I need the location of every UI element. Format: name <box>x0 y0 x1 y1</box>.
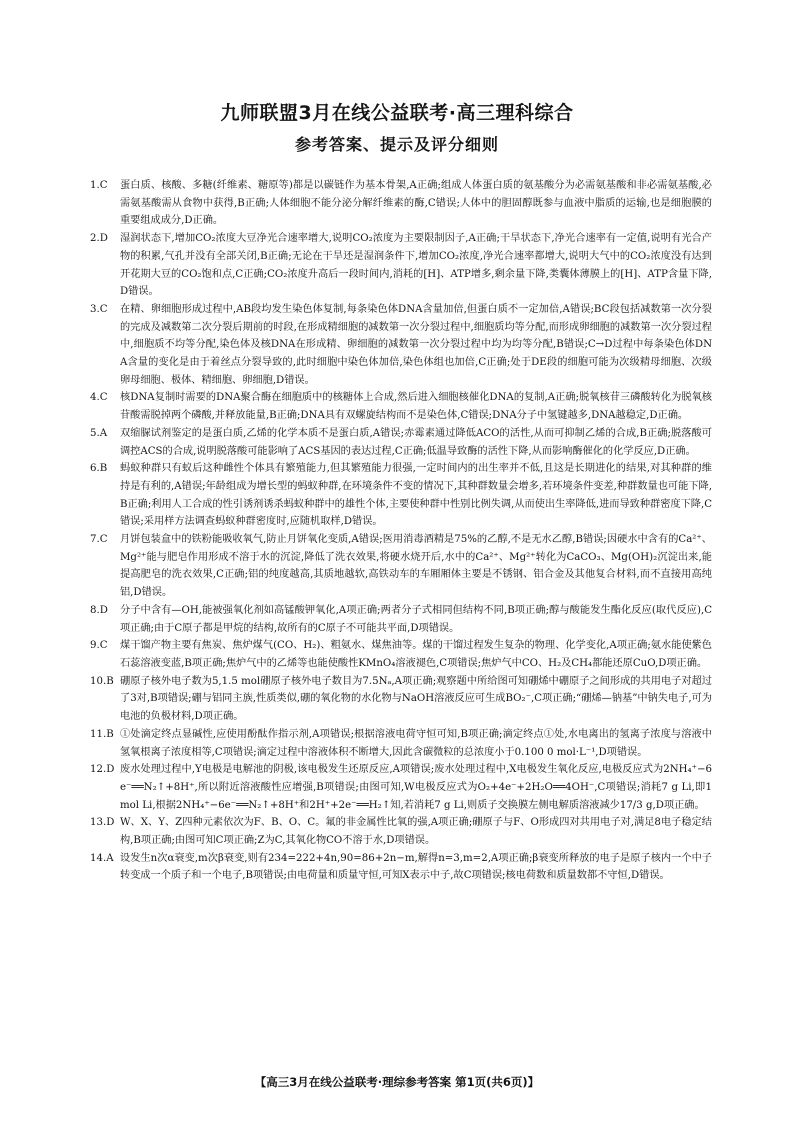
answer-number: 1.C <box>90 180 108 191</box>
answer-explanation: 湿润状态下,增加CO₂浓度大豆净光合速率增大,说明CO₂浓度为主要限制因子,A正确;干旱状态下,净光合速率有一定值,说明有光合产物的积累,气孔并没有全部关闭,B正确;无论在干旱还是湿润条件下,增加CO₂浓度,净光合速率都增大,说明大气中的CO₂浓度没有达到开花期大豆的CO₂饱和点,C正确;CO₂浓度升高后一段时间内,消耗的[H]、ATP增多,剩余量下降,类囊体薄膜上的[H]、ATP含量下降,D错误。 <box>120 233 712 298</box>
answer-number: 8.D <box>90 604 108 616</box>
answer-list <box>90 177 712 885</box>
answer-explanation: 设发生n次α衰变,m次β衰变,则有234=222+4n,90=86+2n−m,解得n=3,m=2,A项正确;β衰变所释放的电子是原子核内一个中子转变成一个质子和一个电子,B项错误;由电荷量和质量守恒,可知X表示中子,故C项错误;核电荷数和质量数都不守恒,D错误。 <box>120 852 712 882</box>
answer-explanation: 核DNA复制时需要的DNA聚合酶在细胞质中的核糖体上合成,然后进入细胞核催化DNA的复制,A正确;脱氧核苷三磷酸转化为脱氧核苷酸需脱掉两个磷酸,并释放能量,B正确;DNA具有双螺旋结构而不是染色体,C错误;DNA分子中氢键越多,DNA越稳定,D正确。 <box>120 392 712 422</box>
answer-item <box>90 673 712 726</box>
page-title: 九师联盟3月在线公益联考·高三理科综合 <box>220 102 574 124</box>
answer-item <box>90 814 712 849</box>
answer-number: 14.A <box>90 852 114 864</box>
answer-explanation: 废水处理过程中,Y电极是电解池的阴极,该电极发生还原反应,A项错误;废水处理过程中,X电极发生氧化反应,电极反应式为2NH₄⁺−6e⁻══N₂↑+8H⁺,所以附近溶液酸性应增强,B项错误;由图可知,W电极反应式为O₂+4e⁻+2H₂O══4OH⁻,C项错误;消耗7 g Li,即1 mol Li,根据2NH₄⁺−6e⁻══N₂↑+8H⁺和2H⁺+2e⁻══H₂↑知,若消耗7 g Li,则质子交换膜左侧电解质溶液减少17/3 g,D项正确。 <box>120 764 712 811</box>
answer-number: 5.A <box>90 427 108 439</box>
answer-explanation: W、X、Y、Z四种元素依次为F、B、O、C。氟的非金属性比氧的强,A项正确;硼原子与F、O形成四对共用电子对,满足8电子稳定结构,B项正确;由图可知C项正确;Z为C,其氧化物CO不溶于水,D项错误。 <box>120 817 712 847</box>
answer-explanation: 分子中含有—OH,能被强氧化剂如高锰酸钾氧化,A项正确;两者分子式相同但结构不同,B项正确;醇与酸能发生酯化反应(取代反应),C项正确;由于C原子都是甲烷的结构,故所有的C原子不可能共平面,D项错误。 <box>120 604 712 634</box>
answer-number: 7.C <box>90 534 108 546</box>
answer-explanation: 煤干馏产物主要有焦炭、焦炉煤气(CO、H₂)、粗氨水、煤焦油等。煤的干馏过程发生复杂的物理、化学变化,A项正确;氨水能使紫色石蕊溶液变蓝,B项正确;焦炉气中的乙烯等也能使酸性KMnO₄溶液褪色,C项错误;焦炉气中CO、H₂及CH₄都能还原CuO,D项正确。 <box>120 640 712 669</box>
answer-item <box>90 726 712 761</box>
answer-explanation: 蚂蚁种群只有蚁后这种雌性个体具有繁殖能力,但其繁殖能力很强,一定时间内的出生率并不低,且这是长期进化的结果,对其种群的维持是有利的,A错误;年龄组成为增长型的蚂蚁种群,在环境条件不变的情况下,其种群数量会增多,若环境条件变差,种群数量也可能下降,B正确;利用人工合成的性引诱剂诱杀蚂蚁种群中的雄性个体,主要使种群中性别比例失调,从而使出生率降低,进而导致种群密度下降,C错误;采用样方法调查蚂蚁种群密度时,应随机取样,D错误。 <box>120 463 712 528</box>
answer-number: 2.D <box>90 233 108 245</box>
answer-number: 3.C <box>90 303 108 315</box>
answer-item <box>90 850 712 885</box>
answer-item <box>90 602 712 637</box>
answer-number: 10.B <box>90 675 114 687</box>
answer-number: 12.D <box>90 764 115 776</box>
answer-number: 11.B <box>90 728 114 740</box>
answer-number: 6.B <box>90 463 108 475</box>
answer-explanation: 蛋白质、核酸、多糖(纤维素、糖原等)都是以碳链作为基本骨架,A正确;组成人体蛋白质的氨基酸分为必需氨基酸和非必需氨基酸,必需氨基酸需从食物中获得,B正确;人体细胞不能分泌分解纤维素的酶,C错误;人体中的胆固醇既参与血液中脂质的运输,也是细胞膜的重要组成成分,D正确。 <box>120 180 712 227</box>
answer-number: 9.C <box>90 640 108 652</box>
answer-explanation: 硼原子核外电子数为5,1.5 mol硼原子核外电子数目为7.5Nₐ,A项正确;观察题中所给图可知硼烯中硼原子之间形成的共用电子对超过了3对,B项错误;硼与铝同主族,性质类似,硼的氧化物的水化物与NaOH溶液反应可生成BO₂⁻,C项正确;“硼烯—钠基”中钠失电子,可为电池的负极材料,D项正确。 <box>120 675 712 723</box>
answer-item <box>90 177 712 230</box>
answer-explanation: 双缩脲试剂鉴定的是蛋白质,乙烯的化学本质不是蛋白质,A错误;赤霉素通过降低ACO的活性,从而可抑制乙烯的合成,B正确;脱落酸可调控ACS的合成,说明脱落酸可能影响了ACS基因的表达过程,C正确;低温导致酶的活性下降,从而影响酶催化的化学反应,D正确。 <box>120 427 712 457</box>
answer-number: 13.D <box>90 817 115 829</box>
page-subtitle: 参考答案、提示及评分细则 <box>294 135 499 154</box>
answer-item <box>90 389 712 424</box>
answer-item <box>90 460 712 531</box>
answer-item <box>90 761 712 814</box>
answer-explanation: 在精、卵细胞形成过程中,AB段均发生染色体复制,每条染色体DNA含量加倍,但蛋白质不一定加倍,A错误;BC段包括减数第一次分裂的完成及减数第二次分裂后期前的时段,在形成精细胞的减数第一次分裂过程中,细胞质均等分配,而形成卵细胞的减数第一次分裂过程中,细胞质不均等分配,染色体及核DNA在形成精、卵细胞的减数第一次分裂过程中均为均等分配,B错误;C→D过程中每条染色体DNA含量的变化是由于着丝点分裂导致的,此时细胞中染色体加倍,染色体组也加倍,C正确;处于DE段的细胞可能为次级精母细胞、次级卵母细胞、极体、精细胞、卵细胞,D错误。 <box>120 303 712 386</box>
answer-item <box>90 301 712 390</box>
answer-explanation: 月饼包装盒中的铁粉能吸收氧气,防止月饼氧化变质,A错误;医用消毒酒精是75%的乙醇,不是无水乙醇,B错误;因硬水中含有的Ca²⁺、Mg²⁺能与肥皂作用形成不溶于水的沉淀,降低了洗衣效果,将硬水烧开后,水中的Ca²⁺、Mg²⁺转化为CaCO₃、Mg(OH)₂沉淀出来,能提高肥皂的洗衣效果,C正确;铝的纯度越高,其质地越软,高铁动车的车厢厢体主要是不锈钢、铝合金及其他复合材料,而不直接用高纯铝,D错误。 <box>120 534 712 599</box>
answer-explanation: ①处滴定终点显碱性,应使用酚酞作指示剂,A项错误;根据溶液电荷守恒可知,B项正确;滴定终点①处,水电离出的氢离子浓度与溶液中氢氧根离子浓度相等,C项错误;滴定过程中溶液体积不断增大,因此含碳微粒的总浓度小于0.100 0 mol·L⁻¹,D项错误。 <box>120 728 712 758</box>
answer-number: 4.C <box>90 392 108 404</box>
answer-item <box>90 230 712 301</box>
answer-item <box>90 425 712 460</box>
answer-item <box>90 531 712 602</box>
page-footer: 【高三3月在线公益联考·理综参考答案 第1页(共6页)】 <box>254 1075 540 1089</box>
answer-item <box>90 637 712 672</box>
